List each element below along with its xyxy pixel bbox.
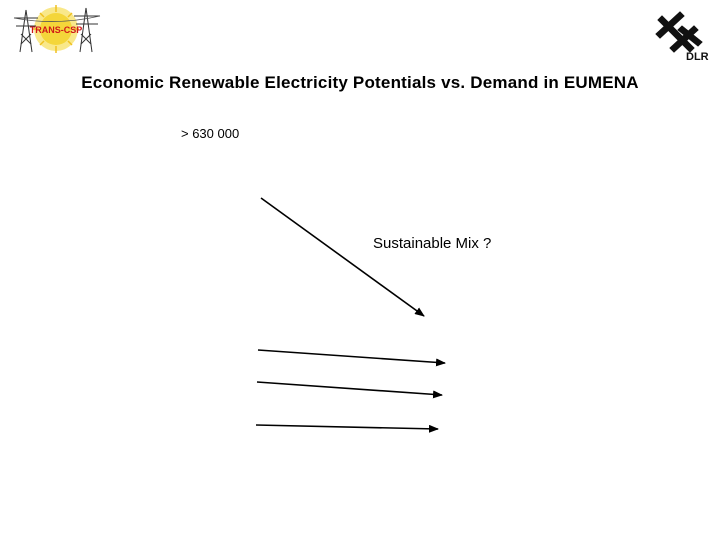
potential-value-label: > 630 000 — [181, 126, 240, 141]
page-title: Economic Renewable Electricity Potentials vs. Demand in EUMENA — [81, 73, 639, 92]
sustainable-mix-label: Sustainable Mix ? — [373, 235, 492, 252]
dlr-wordmark: DLR — [686, 51, 709, 63]
arrow-horizontal-2 — [257, 382, 442, 395]
arrow-horizontal-1 — [258, 350, 445, 363]
arrow-diagonal — [261, 198, 424, 316]
trans-csp-wordmark: TRANS-CSP — [29, 25, 83, 35]
arrow-horizontal-3 — [256, 425, 438, 429]
